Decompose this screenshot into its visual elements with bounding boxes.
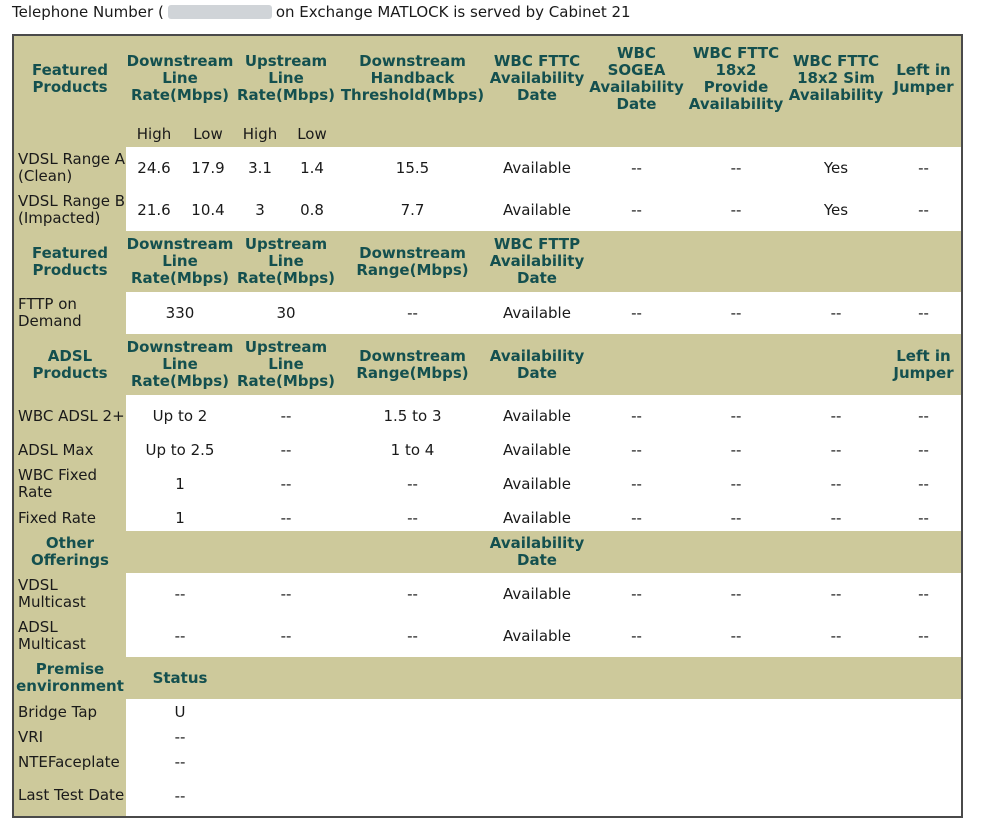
cell: --	[686, 573, 786, 615]
high-low-subheader-row	[13, 121, 962, 147]
cell: --	[886, 505, 962, 531]
row-label: WBC ADSL 2+	[13, 395, 126, 437]
availability-date-header: Availability Date	[489, 346, 585, 382]
cell: --	[587, 437, 686, 463]
wbc-fttc-18x2-provide-header: WBC FTTC 18x2 Provide Availability	[688, 43, 784, 113]
cell: 24.6	[126, 147, 182, 189]
header-blank	[587, 334, 886, 395]
redacted-phone-number	[168, 5, 272, 19]
premise-header-row	[13, 657, 962, 699]
cell: --	[786, 573, 886, 615]
header-blank	[126, 531, 487, 573]
cell: --	[686, 463, 786, 505]
cell: Available	[487, 463, 587, 505]
page-title	[12, 3, 631, 21]
table-row	[13, 292, 962, 334]
downstream-range-header: Downstream Range(Mbps)	[356, 346, 469, 382]
row-label: Bridge Tap	[13, 699, 126, 725]
cell: --	[886, 292, 962, 334]
cell: 0.8	[286, 189, 338, 231]
row-label: NTEFaceplate	[13, 749, 126, 775]
table-row	[13, 699, 962, 725]
cell: --	[587, 573, 686, 615]
row-label: ADSL Multicast	[13, 615, 126, 657]
status-header: Status	[152, 668, 208, 687]
cell: --	[587, 395, 686, 437]
table-row	[13, 395, 962, 437]
cell: --	[126, 615, 234, 657]
other-offerings-header: Other Offerings	[31, 534, 109, 569]
row-label: ADSL Max	[13, 437, 126, 463]
downstream-line-rate-header: Downstream Line Rate(Mbps)	[126, 338, 234, 390]
availability-table	[12, 34, 963, 818]
other-header-row	[13, 531, 962, 573]
cell: Available	[487, 505, 587, 531]
table-row	[13, 573, 962, 615]
blank-cell	[234, 725, 962, 749]
cell: --	[234, 573, 338, 615]
down-high-label: High	[136, 125, 172, 143]
wbc-fttc-date-header: WBC FTTC Availability Date	[489, 52, 585, 104]
cell: 10.4	[182, 189, 234, 231]
row-label: Fixed Rate	[13, 505, 126, 531]
cell: 1	[126, 463, 234, 505]
table-row	[13, 463, 962, 505]
cell: --	[686, 147, 786, 189]
table-row	[13, 725, 962, 749]
blank-cell	[234, 699, 962, 725]
upstream-line-rate-header: Upstream Line Rate(Mbps)	[236, 235, 336, 287]
cell: --	[886, 189, 962, 231]
cell: Available	[487, 437, 587, 463]
cell: --	[686, 615, 786, 657]
row-label: VDSL Range A (Clean)	[13, 147, 126, 189]
cell: --	[686, 437, 786, 463]
row-label: Last Test Date	[13, 775, 126, 817]
cell: --	[786, 292, 886, 334]
cell: --	[786, 395, 886, 437]
featured-header-row	[13, 35, 962, 121]
fttp-header-row	[13, 231, 962, 292]
wbc-fttc-18x2-sim-header: WBC FTTC 18x2 Sim Availability	[788, 52, 884, 104]
subheader-blank	[13, 121, 126, 147]
row-label: WBC Fixed Rate	[13, 463, 126, 505]
cell: Available	[487, 189, 587, 231]
cell: U	[126, 699, 234, 725]
featured-products-header: Featured Products	[31, 60, 109, 96]
table-row	[13, 505, 962, 531]
cell: --	[886, 395, 962, 437]
header-blank	[587, 531, 962, 573]
cell: --	[686, 505, 786, 531]
cell: --	[234, 437, 338, 463]
cell: --	[338, 292, 487, 334]
row-label: VRI	[13, 725, 126, 749]
cell: --	[587, 463, 686, 505]
cell: 7.7	[338, 189, 487, 231]
cell: --	[587, 292, 686, 334]
cell: --	[786, 505, 886, 531]
table-row	[13, 147, 962, 189]
title-prefix: Telephone Number (	[12, 3, 164, 21]
cell: Yes	[786, 147, 886, 189]
cell: --	[234, 615, 338, 657]
up-low-label: Low	[297, 125, 327, 143]
cell: --	[587, 147, 686, 189]
up-high-label: High	[242, 125, 278, 143]
cell: 1.5 to 3	[338, 395, 487, 437]
cell: --	[338, 573, 487, 615]
header-blank	[234, 657, 962, 699]
cell: 1	[126, 505, 234, 531]
downstream-handback-header: Downstream Handback Threshold(Mbps)	[340, 52, 485, 104]
cell: --	[234, 463, 338, 505]
cell: Available	[487, 147, 587, 189]
cell: 17.9	[182, 147, 234, 189]
cell: --	[886, 147, 962, 189]
wbc-sogea-date-header: WBC SOGEA Availability Date	[589, 43, 684, 113]
table-row	[13, 775, 962, 817]
blank-cell	[234, 749, 962, 775]
cell: --	[126, 725, 234, 749]
upstream-line-rate-header: Upstream Line Rate(Mbps)	[236, 338, 336, 390]
cell: --	[686, 292, 786, 334]
cell: --	[686, 395, 786, 437]
cell: --	[587, 189, 686, 231]
row-label: VDSL Multicast	[13, 573, 126, 615]
cell: 1 to 4	[338, 437, 487, 463]
adsl-header-row	[13, 334, 962, 395]
wbc-fttp-date-header: WBC FTTP Availability Date	[489, 235, 585, 287]
row-label: FTTP on Demand	[13, 292, 126, 334]
cell: --	[587, 505, 686, 531]
cell: Available	[487, 292, 587, 334]
cell: 1.4	[286, 147, 338, 189]
premise-environment-header: Premise environment	[16, 660, 124, 695]
cell: 3	[234, 189, 286, 231]
cell: --	[886, 463, 962, 505]
cell: Available	[487, 573, 587, 615]
subheader-blank	[338, 121, 962, 147]
cell: Available	[487, 395, 587, 437]
cell: --	[338, 505, 487, 531]
cell: --	[587, 615, 686, 657]
availability-date-header: Availability Date	[489, 534, 585, 569]
featured-products-header: Featured Products	[31, 243, 109, 279]
cell: --	[234, 395, 338, 437]
left-in-jumper-header: Left in Jumper	[893, 346, 954, 382]
upstream-line-rate-header: Upstream Line Rate(Mbps)	[236, 52, 336, 104]
title-suffix: on Exchange MATLOCK is served by Cabinet 21	[275, 3, 631, 21]
cell: --	[126, 775, 234, 817]
downstream-range-header: Downstream Range(Mbps)	[356, 243, 469, 279]
cell: Up to 2.5	[126, 437, 234, 463]
cell: --	[338, 615, 487, 657]
table-row	[13, 749, 962, 775]
cell: Available	[487, 615, 587, 657]
left-in-jumper-header: Left in Jumper	[893, 60, 954, 96]
cell: --	[786, 463, 886, 505]
cell: --	[886, 573, 962, 615]
cell: Yes	[786, 189, 886, 231]
adsl-products-header: ADSL Products	[32, 346, 108, 382]
blank-cell	[234, 775, 962, 817]
cell: --	[126, 749, 234, 775]
cell: --	[126, 573, 234, 615]
down-low-label: Low	[193, 125, 223, 143]
cell: --	[338, 463, 487, 505]
cell: 330	[126, 292, 234, 334]
cell: 30	[234, 292, 338, 334]
table-row	[13, 615, 962, 657]
cell: --	[886, 615, 962, 657]
cell: 3.1	[234, 147, 286, 189]
cell: 15.5	[338, 147, 487, 189]
row-label: VDSL Range B (Impacted)	[13, 189, 126, 231]
cell: --	[234, 505, 338, 531]
downstream-line-rate-header: Downstream Line Rate(Mbps)	[126, 52, 234, 104]
cell: --	[886, 437, 962, 463]
cell: Up to 2	[126, 395, 234, 437]
cell: --	[686, 189, 786, 231]
header-blank	[587, 231, 962, 292]
table-row	[13, 189, 962, 231]
cell: --	[786, 615, 886, 657]
downstream-line-rate-header: Downstream Line Rate(Mbps)	[126, 235, 234, 287]
cell: --	[786, 437, 886, 463]
table-row	[13, 437, 962, 463]
cell: 21.6	[126, 189, 182, 231]
